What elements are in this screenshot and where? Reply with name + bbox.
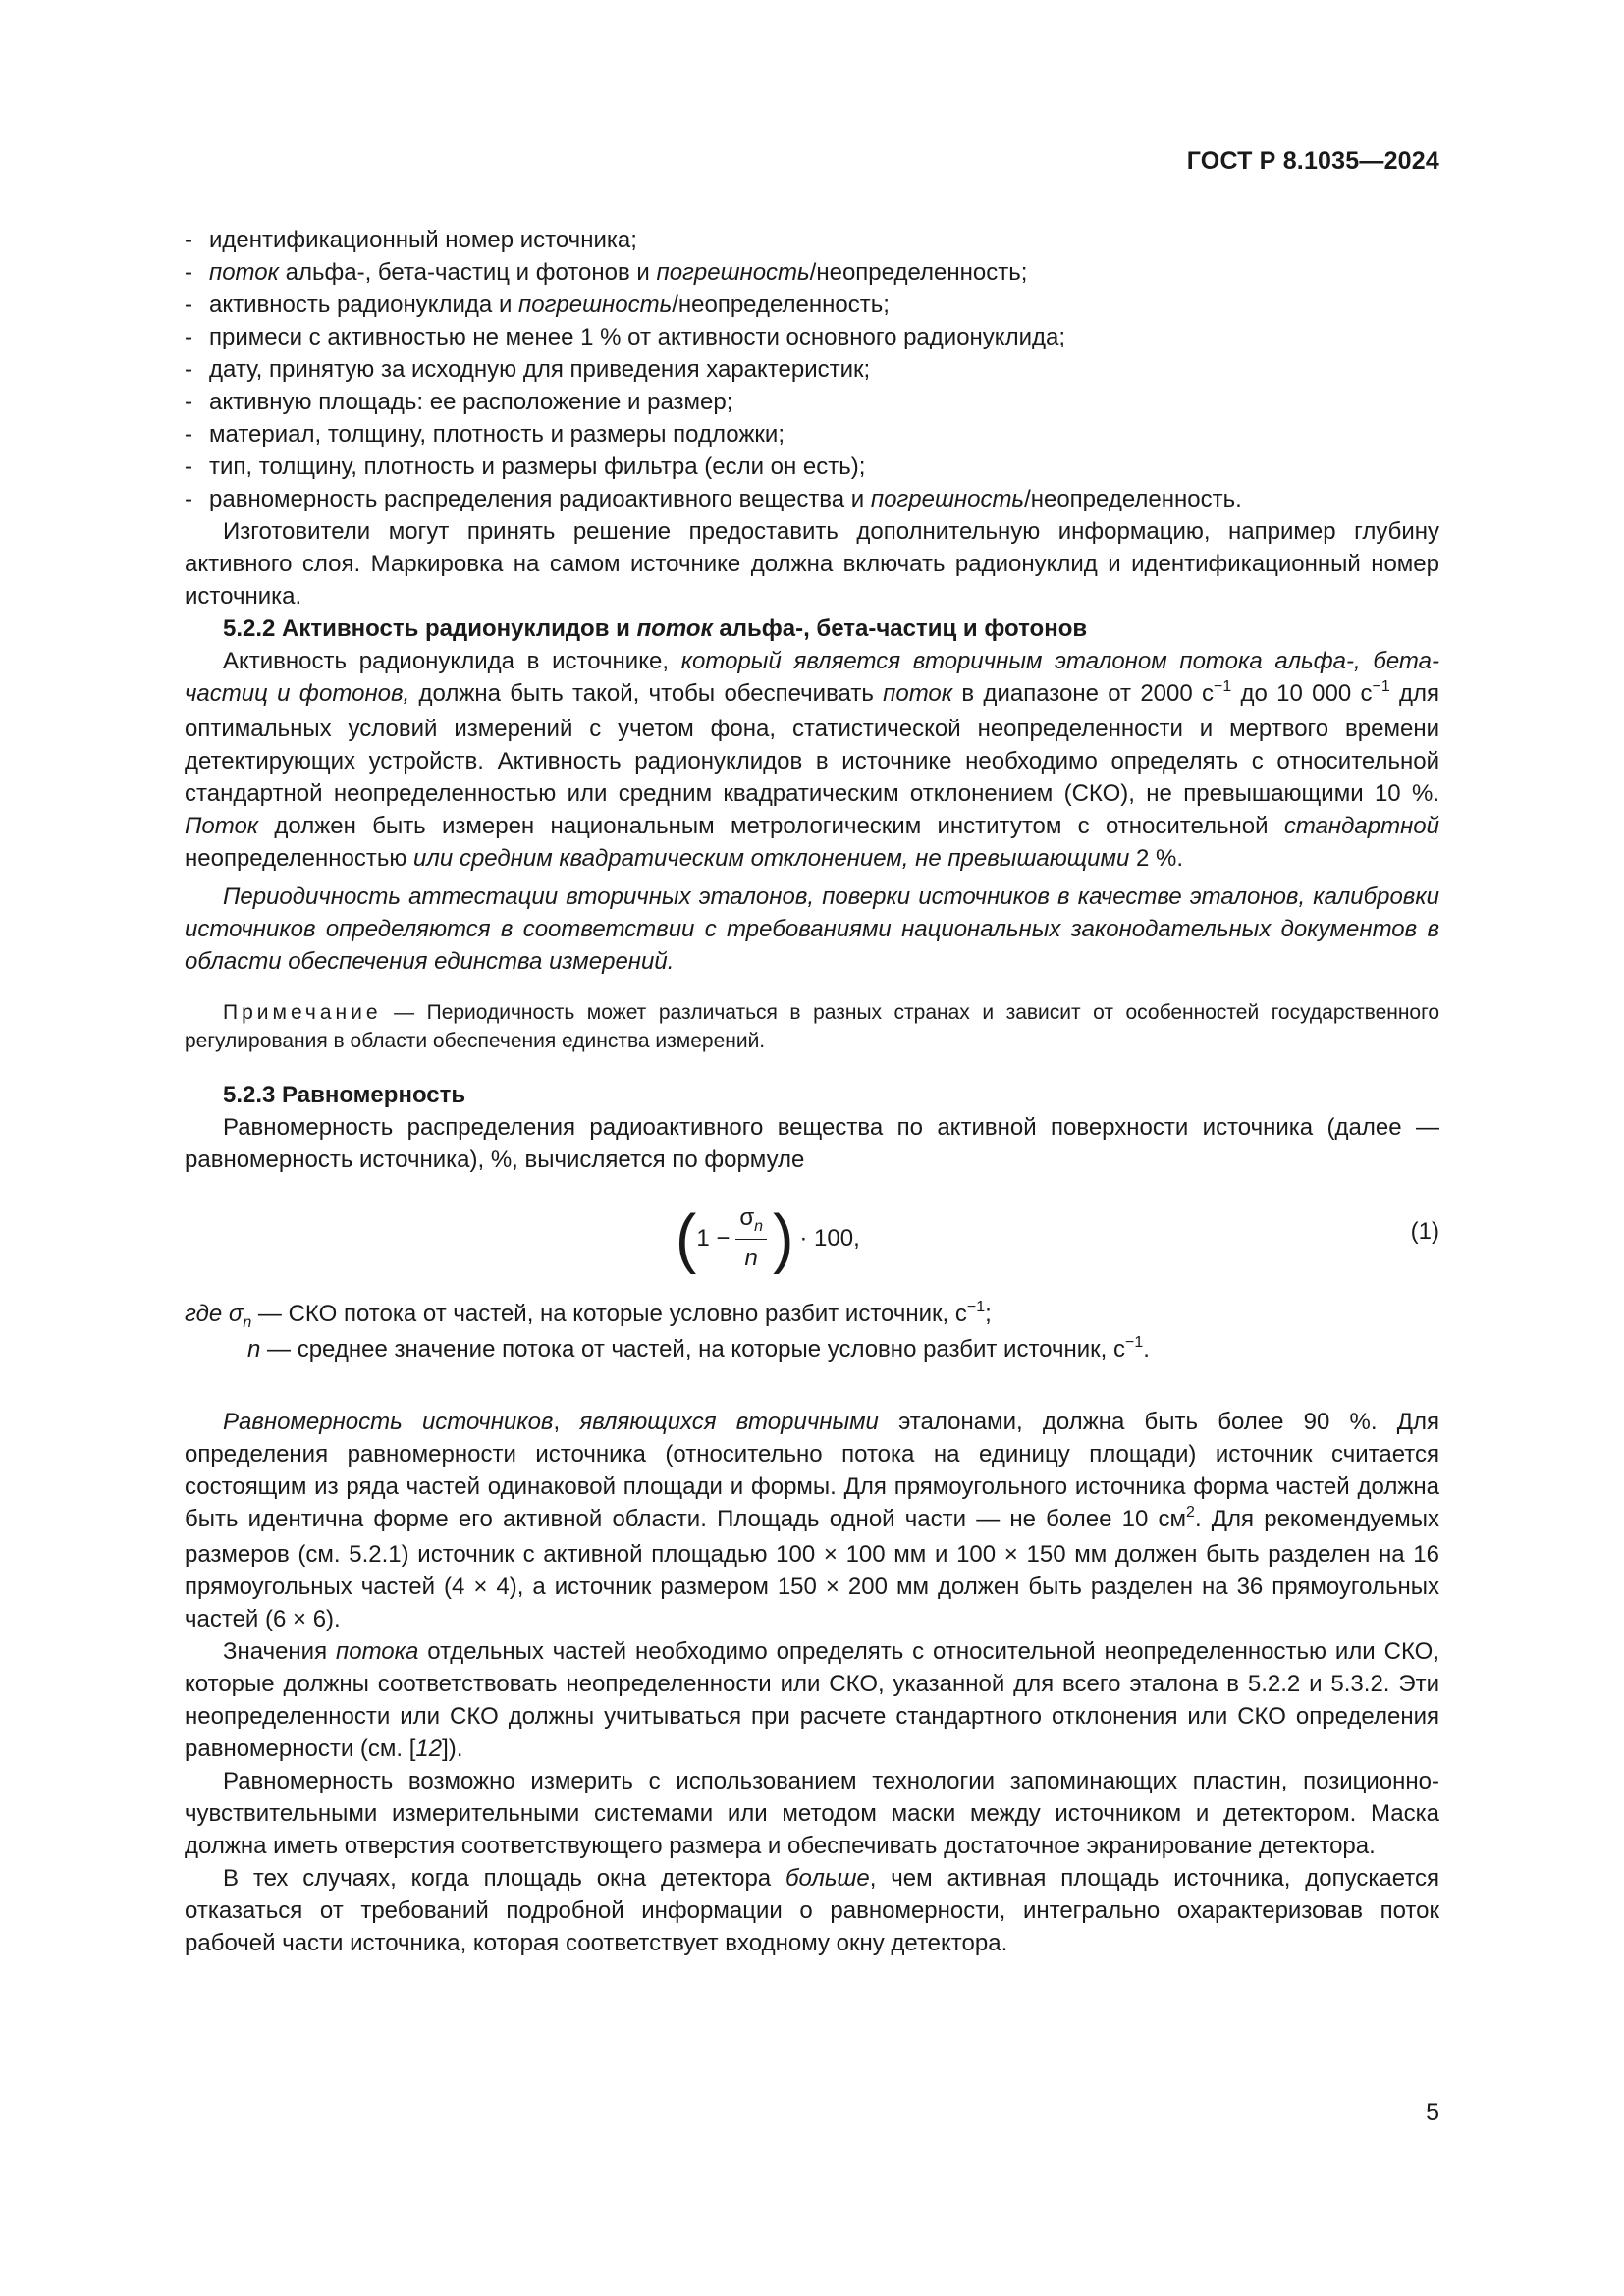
text-run: — СКО потока от частей, на которые условно разбит источник, с (251, 1301, 967, 1327)
text-run: дату, принятую за исходную для приведения характеристик; (209, 356, 871, 383)
text-run: отдельных частей необходимо определять с относительной неопределенностью или СКО, которые должны соответствовать неопределенности или СКО, указанной для всего эталона в 5.2.2 и 5.3.2. Эти неопределенности или СКО должны учитываться при расчете стандартного отклонения или СКО определения равномерности (см. [ (185, 1638, 1440, 1762)
formula-denominator: n (744, 1245, 758, 1271)
formula-1 (185, 1194, 1439, 1292)
paragraph-measure (185, 1765, 1439, 1862)
text-run: неопределенностью (185, 845, 414, 872)
text-run: /неопределенность; (809, 259, 1028, 286)
text-run: . Для рекомендуемых размеров (см. 5.2.1) источник с активной площадью 100 × 100 мм и 100 × 150 мм должен быть разделен на 16 прямоугольных частей (4 × 4), а источник размером 150 × 200 мм должен быть разделен на 36 прямоугольных частей (6 × 6). (185, 1506, 1439, 1632)
list-item (185, 451, 1439, 483)
text-run: n (243, 1314, 252, 1331)
text-run: в диапазоне от 2000 с (952, 680, 1214, 707)
text-run: Изготовители могут принять решение предоставить дополнительную информацию, например глубину активного слоя. Маркировка на самом источнике должна включать радионуклид и идентификационный номер источника. (185, 518, 1439, 610)
formula-tail: · 100, (799, 1224, 860, 1252)
text-run: погрешность (870, 486, 1025, 512)
text-run: /неопределенность; (672, 292, 890, 318)
list-item (185, 289, 1439, 321)
text-run: должна быть такой, чтобы обеспечивать (409, 680, 884, 707)
text-run: 5.2.3 Равномерность (223, 1082, 466, 1108)
text-run: n (247, 1336, 261, 1362)
legend-sigma (185, 1298, 1439, 1333)
text-run: больше (785, 1865, 870, 1892)
paragraph-uniformity (185, 1406, 1439, 1635)
note-text: — Периодичность может различаться в разных странах и зависит от особенностей государственного регулирования в области обеспечения единства измерений. (185, 1001, 1439, 1052)
text-run: /неопределенность. (1024, 486, 1242, 512)
text-run: 2 %. (1129, 845, 1184, 872)
text-run: . (1143, 1336, 1150, 1362)
dash-marker: - (185, 227, 192, 253)
text-run: материал, толщину, плотность и размеры подложки; (209, 421, 785, 448)
dash-marker: - (185, 486, 192, 512)
list-item (185, 386, 1439, 418)
formula-number: (1) (1410, 1218, 1439, 1245)
text-run: должен быть измерен национальным метрологическим институтом с относительной (258, 813, 1284, 839)
text-run: погрешность (518, 292, 673, 318)
list-item (185, 321, 1439, 353)
text-run: активную площадь: ее расположение и размер; (209, 389, 733, 415)
text-run: ; (985, 1301, 992, 1327)
text-run: эталонами, должна быть более 90 %. Для определения равномерности источника (относительно потока на единицу площади) источник считается состоящим из ряда частей одинаковой площади и формы. Для прямоугольного источника форма частей должна быть идентична форме его активной области. Площадь одной части — не более 10 см (185, 1409, 1439, 1532)
heading-5-2-2 (185, 613, 1439, 645)
text-run: альфа-, бета-частиц и фотонов и (278, 259, 657, 286)
text-run: ]). (442, 1735, 463, 1762)
dash-marker: - (185, 421, 192, 448)
text-run: до 10 000 с (1231, 680, 1373, 707)
text-run: потока (336, 1638, 419, 1665)
text-run: активность радионуклида и (209, 292, 519, 318)
dash-marker: - (185, 292, 192, 318)
text-run: −1 (966, 1299, 986, 1315)
paragraph-5-2-3 (185, 1111, 1439, 1176)
note-label: Примечание (223, 1001, 382, 1024)
text-run: стандартной (1283, 813, 1439, 839)
formula-numerator (735, 1201, 767, 1240)
dash-marker: - (185, 389, 192, 415)
text-run: равномерность распределения радиоактивного вещества и (209, 486, 871, 512)
paragraph-manufacturers (185, 515, 1439, 613)
text-run: или средним квадратическим отклонением, не превышающими (413, 845, 1130, 872)
document-body (185, 224, 1439, 1959)
document-code-header: ГОСТ Р 8.1035—2024 (1186, 147, 1439, 175)
text-run: В тех случаях, когда площадь окна детектора (223, 1865, 786, 1892)
page-number: 5 (1426, 2099, 1439, 2126)
formula-fraction (735, 1201, 767, 1274)
formula-numerator-sub: n (754, 1218, 764, 1235)
list-item (185, 483, 1439, 515)
text-run: для оптимальных условий измерений с учетом фона, статистической неопределенности и мертвого времени детектирующих устройств. Активность радионуклидов в источнике необходимо определять с относительной стандартной неопределенностью или средним квадратическим отклонением (СКО), не превышающими 10 %. (185, 680, 1440, 807)
paragraph-periodicity (185, 881, 1439, 978)
paragraph-values (185, 1635, 1439, 1765)
text-run: примеси с активностью не менее 1 % от активности основного радионуклида; (209, 324, 1065, 350)
text-run: 2 (1186, 1504, 1195, 1521)
list-item (185, 256, 1439, 289)
text-run: 5.2.2 Активность радионуклидов и (223, 615, 637, 642)
heading-5-2-3 (185, 1079, 1439, 1111)
text-run: который является вторичным эталоном потока альфа-, бета-частиц и фотонов, (185, 648, 1439, 707)
text-run: Периодичность аттестации вторичных эталонов, поверки источников в качестве эталонов, калибровки источников определяются в соответствии с требованиями национальных законодательных документов в области обеспечения единства измерений. (185, 883, 1439, 975)
text-run: Активность радионуклида в источнике, (223, 648, 681, 674)
text-run: погрешность (656, 259, 810, 286)
text-run: Значения (223, 1638, 337, 1665)
dash-marker: - (185, 324, 192, 350)
paragraph-5-2-2 (185, 645, 1439, 875)
text-run: 12 (415, 1735, 443, 1762)
text-run: −1 (1125, 1334, 1144, 1351)
requirements-list (185, 224, 1439, 515)
text-run: Равномерность источников (223, 1409, 554, 1435)
text-run: Равномерность распределения радиоактивного вещества по активной поверхности источника (далее — равномерность источника), %, вычисляется по формуле (185, 1114, 1439, 1173)
list-item (185, 418, 1439, 451)
formula-sigma: σ (739, 1204, 755, 1231)
dash-marker: - (185, 259, 192, 286)
text-run: поток (883, 680, 953, 707)
text-run: −1 (1372, 678, 1390, 695)
text-run: идентификационный номер источника; (209, 227, 637, 253)
note (185, 998, 1439, 1055)
text-run: поток (636, 615, 713, 642)
text-run: Поток (185, 813, 259, 839)
text-run: −1 (1214, 678, 1232, 695)
list-item (185, 353, 1439, 386)
formula-one-minus: 1 − (696, 1224, 731, 1252)
text-run: поток (209, 259, 279, 286)
text-run: , чем активная площадь источника, допускается отказаться от требований подробной информации о равномерности, интегрально охарактеризовав поток рабочей части источника, которая соответствует входному окну детектора. (185, 1865, 1440, 1956)
text-run: , (553, 1409, 580, 1435)
paragraph-window (185, 1862, 1439, 1959)
text-run: — среднее значение потока от частей, на которые условно разбит источник, с (260, 1336, 1125, 1362)
legend-n (185, 1333, 1439, 1368)
text-run: Равномерность возможно измерить с использованием технологии запоминающих пластин, позиционно-чувствительными измерительными системами или методом маски между источником и детектором. Маска должна иметь отверстия соответствующего размера и обеспечивать достаточное экранирование детектора. (185, 1768, 1439, 1859)
text-run: являющихся вторичными (579, 1409, 879, 1435)
formula-expression (676, 1201, 860, 1274)
text-run: альфа-, бета-частиц и фотонов (712, 615, 1088, 642)
list-item (185, 224, 1439, 256)
text-run: тип, толщину, плотность и размеры фильтра (если он есть); (209, 454, 866, 480)
formula-paren-left: ( (676, 1201, 697, 1275)
formula-legend (185, 1298, 1439, 1368)
formula-paren-right: ) (773, 1201, 794, 1275)
dash-marker: - (185, 454, 192, 480)
dash-marker: - (185, 356, 192, 383)
text-run: где σ (185, 1301, 244, 1327)
